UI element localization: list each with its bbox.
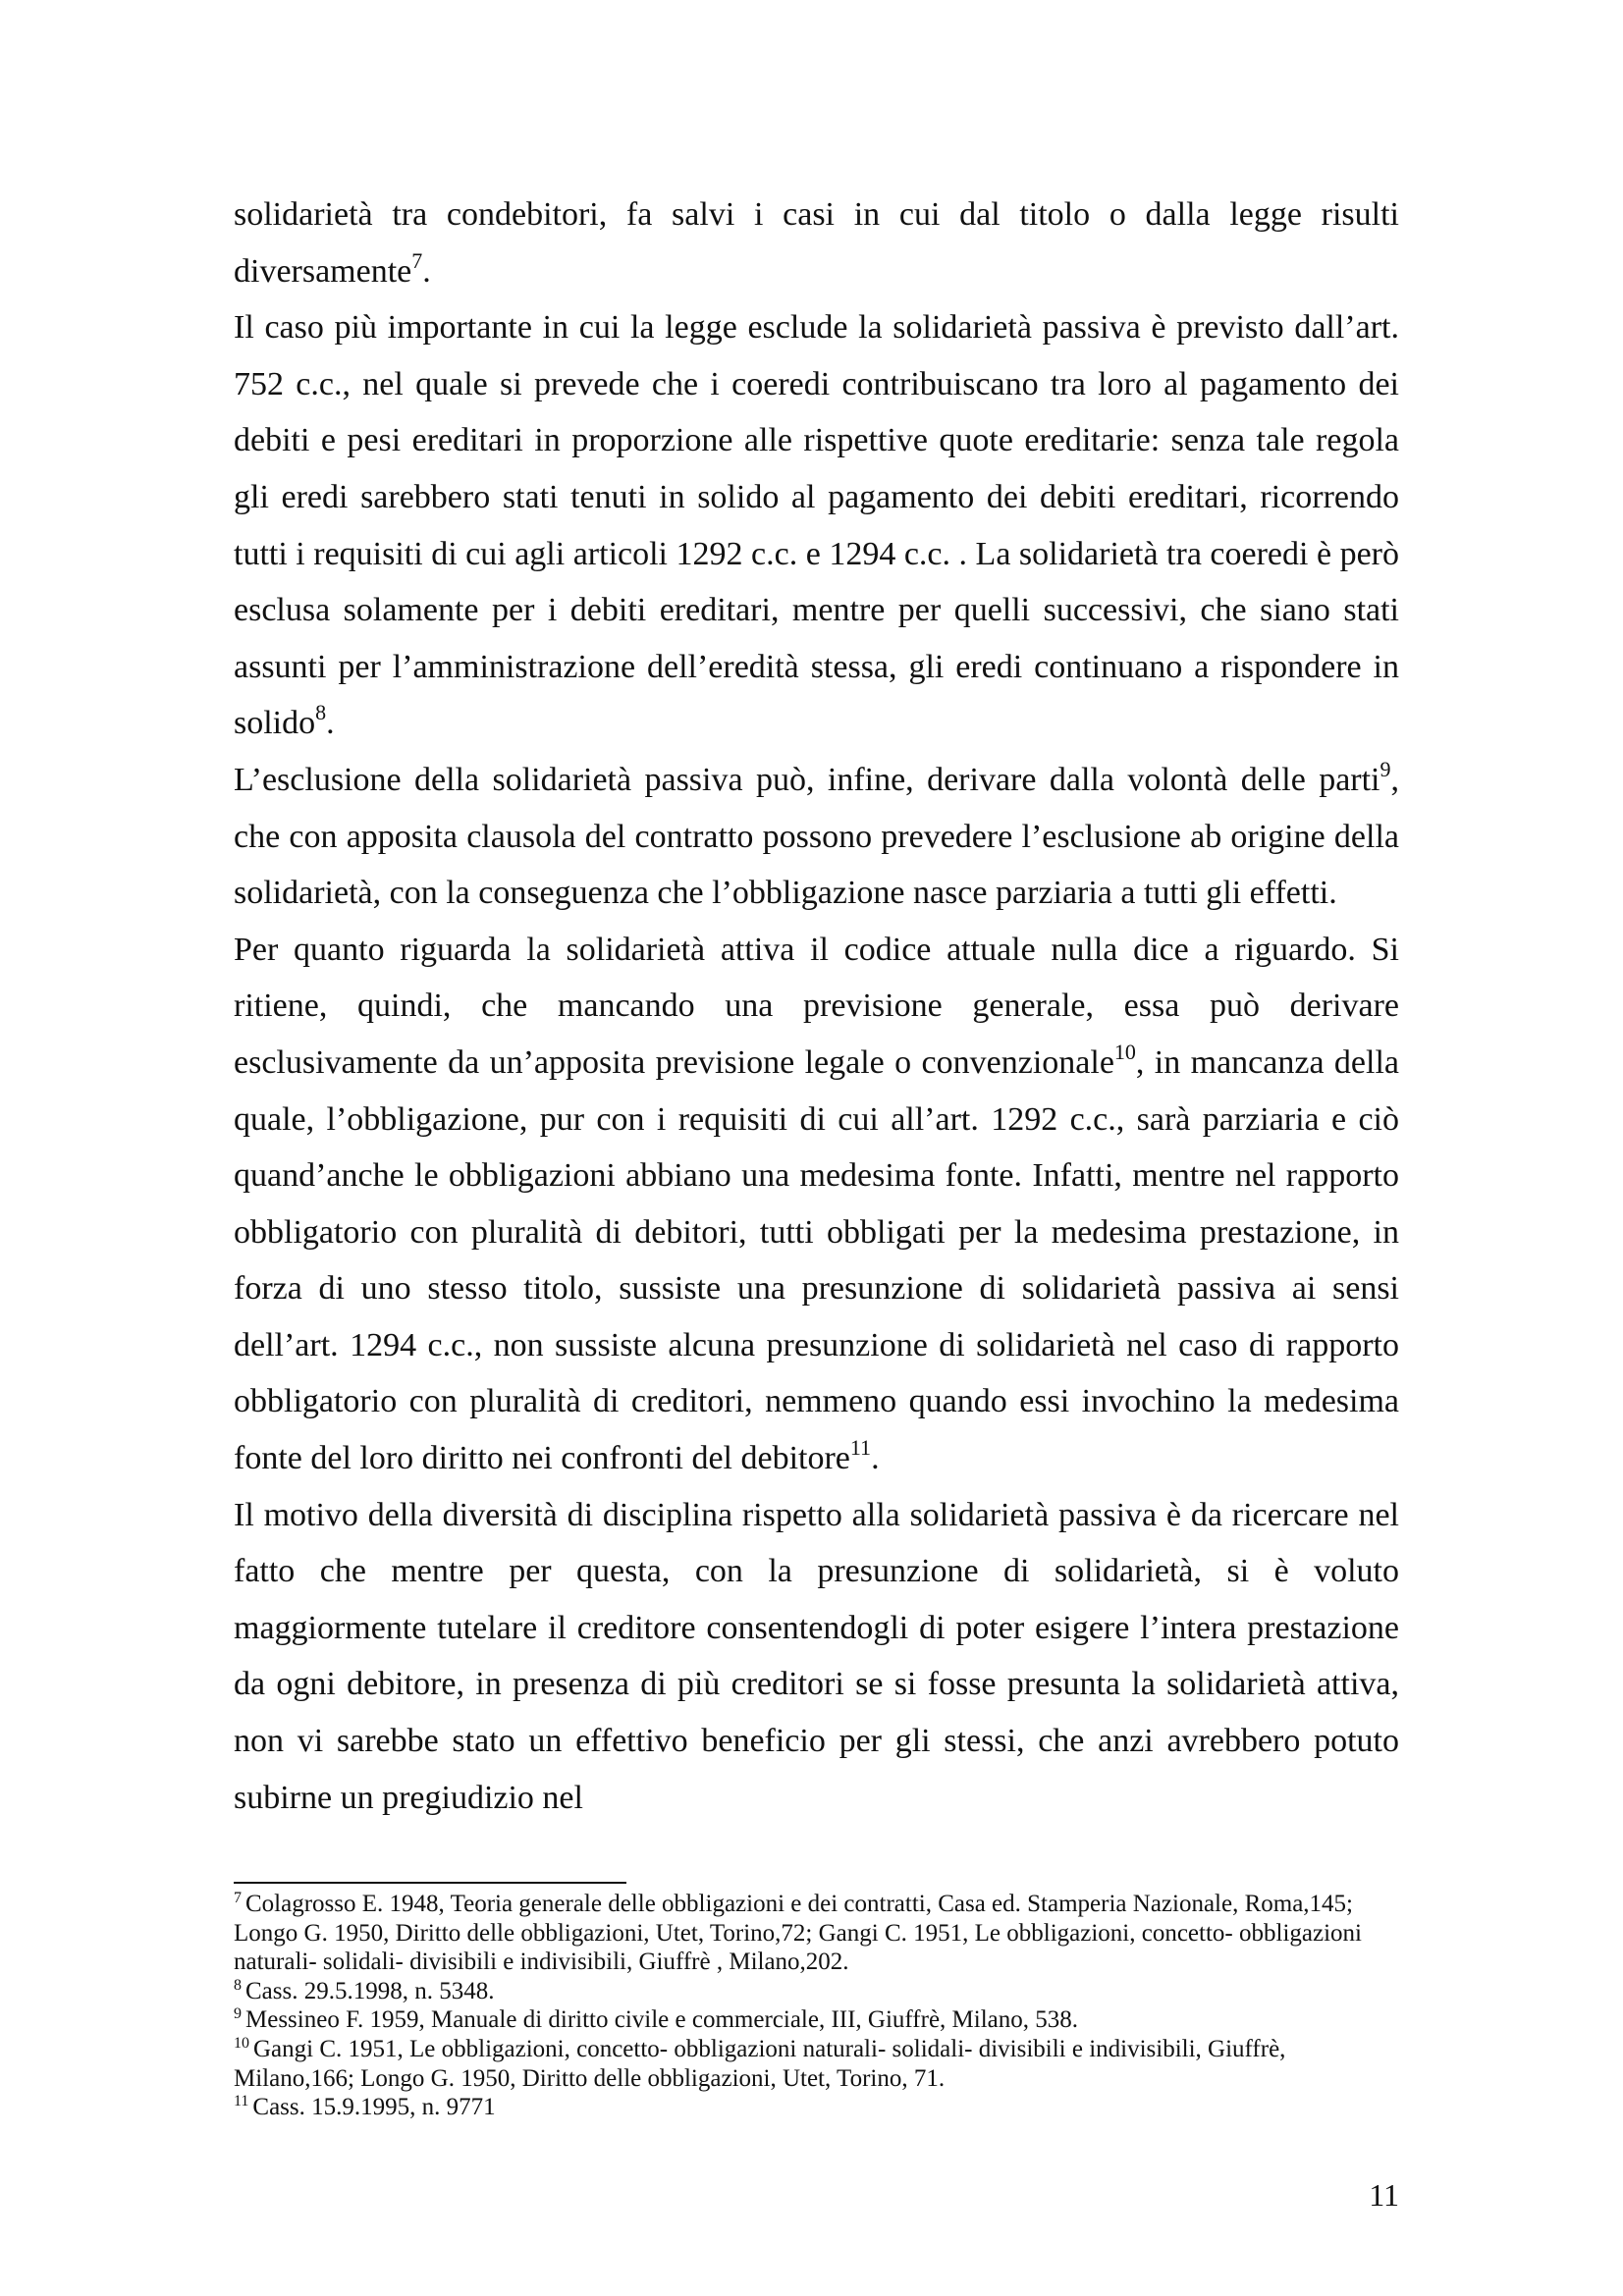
footnote-separator <box>234 1882 626 1884</box>
footnote-text: Cass. 15.9.1995, n. 9771 <box>252 2094 496 2121</box>
paragraph: Per quanto riguarda la solidarietà attiva il codice attuale nulla dice a riguardo. Si ritiene, quindi, che mancando una previsione generale, essa può derivare esclusivamente da un’apposita previsione legale o convenzionale$^{10}$, in mancanza della quale, l’obbligazione, pur con i requisiti di cui all’art. 1292 c.c., sarà parziaria e ciò quand’anche le obbligazioni abbiano una medesima fonte. Infatti, mentre nel rapporto obbligatorio con pluralità di debitori, tutti obbligati per la medesima prestazione, in forza di uno stesso titolo, sussiste una presunzione di solidarietà passiva ai sensi dell’art. 1294 c.c., non sussiste alcuna presunzione di solidarietà nel caso di rapporto obbligatorio con pluralità di creditori, nemmeno quando essi invochino la medesima fonte del loro diritto nei confronti del debitore$^{11}$. <box>234 931 1399 1477</box>
footnote-text: Gangi C. 1951, Le obbligazioni, concetto- obbligazioni naturali- solidali- divisibili e indivisibili, Giuffrè, Milano,166; Longo G. 1950, Diritto delle obbligazioni, Utet, Torino, 71. <box>234 2035 1286 2092</box>
footnote-text: Colagrosso E. 1948, Teoria generale delle obbligazioni e dei contratti, Casa ed. Stamperia Nazionale, Roma,145; Longo G. 1950, Diritto delle obbligazioni, Utet, Torino,72; Gangi C. 1951, Le obbligazioni, concetto- obbligazioni naturali- solidali- divisibili e indivisibili, Giuffrè , Milano,202. <box>234 1891 1362 1976</box>
footnote <box>234 1890 1399 1977</box>
footnote <box>234 2005 1399 2035</box>
body-text <box>234 187 1399 1826</box>
paragraph: Il caso più importante in cui la legge esclude la solidarietà passiva è previsto dall’art. 752 c.c., nel quale si prevede che i coeredi contribuiscano tra loro al pagamento dei debiti e pesi ereditari in proporzione alle rispettive quote ereditarie: senza tale regola gli eredi sarebbero stati tenuti in solido al pagamento dei debiti ereditari, ricorrendo tutti i requisiti di cui agli articoli 1292 c.c. e 1294 c.c. . La solidarietà tra coeredi è però esclusa solamente per i debiti ereditari, mentre per quelli successivi, che siano stati assunti per l’amministrazione dell’eredità stessa, gli eredi continuano a rispondere in solido$^8$. <box>234 309 1399 742</box>
footnote <box>234 2035 1399 2093</box>
footnote-ref: 8 <box>315 700 327 725</box>
footnote <box>234 1977 1399 2006</box>
paragraph: solidarietà tra condebitori, fa salvi i casi in cui dal titolo o dalla legge risulti diversamente$^7$. <box>234 196 1399 290</box>
footnote <box>234 2093 1399 2122</box>
page-number: 11 <box>1369 2177 1399 2213</box>
footnote-text: Messineo F. 1959, Manuale di diritto civile e commerciale, III, Giuffrè, Milano, 538. <box>245 2006 1079 2034</box>
paragraph: L’esclusione della solidarietà passiva può, infine, derivare dalla volontà delle parti$^9$, che con apposita clausola del contratto possono prevedere l’esclusione ab origine della solidarietà, con la conseguenza che l’obbligazione nasce parziaria a tutti gli effetti. <box>234 756 1399 912</box>
footnote-number: 11 <box>234 2093 249 2110</box>
footnote-number: 10 <box>234 2034 249 2052</box>
footnote-ref: 9 <box>1380 756 1391 781</box>
footnote-number: 7 <box>234 1890 242 1906</box>
footnote-ref: 11 <box>849 1435 872 1461</box>
footnote-number: 8 <box>234 1976 242 1994</box>
paragraph: Il motivo della diversità di disciplina rispetto alla solidarietà passiva è da ricercare nel fatto che mentre per questa, con la presunzione di solidarietà, si è voluto maggiormente tutelare il creditore consentendogli di poter esigere l’intera prestazione da ogni debitore, in presenza di più creditori se si fosse presunta la solidarietà attiva, non vi sarebbe stato un effettivo beneficio per gli stessi, che anzi avrebbero potuto subirne un pregiudizio nel <box>234 1496 1399 1816</box>
footnote-number: 9 <box>234 2005 242 2023</box>
footnotes <box>234 1890 1399 2122</box>
footnote-text: Cass. 29.5.1998, n. 5348. <box>245 1977 495 2004</box>
footnote-ref: 10 <box>1113 1039 1136 1064</box>
footnote-ref: 7 <box>411 247 423 273</box>
